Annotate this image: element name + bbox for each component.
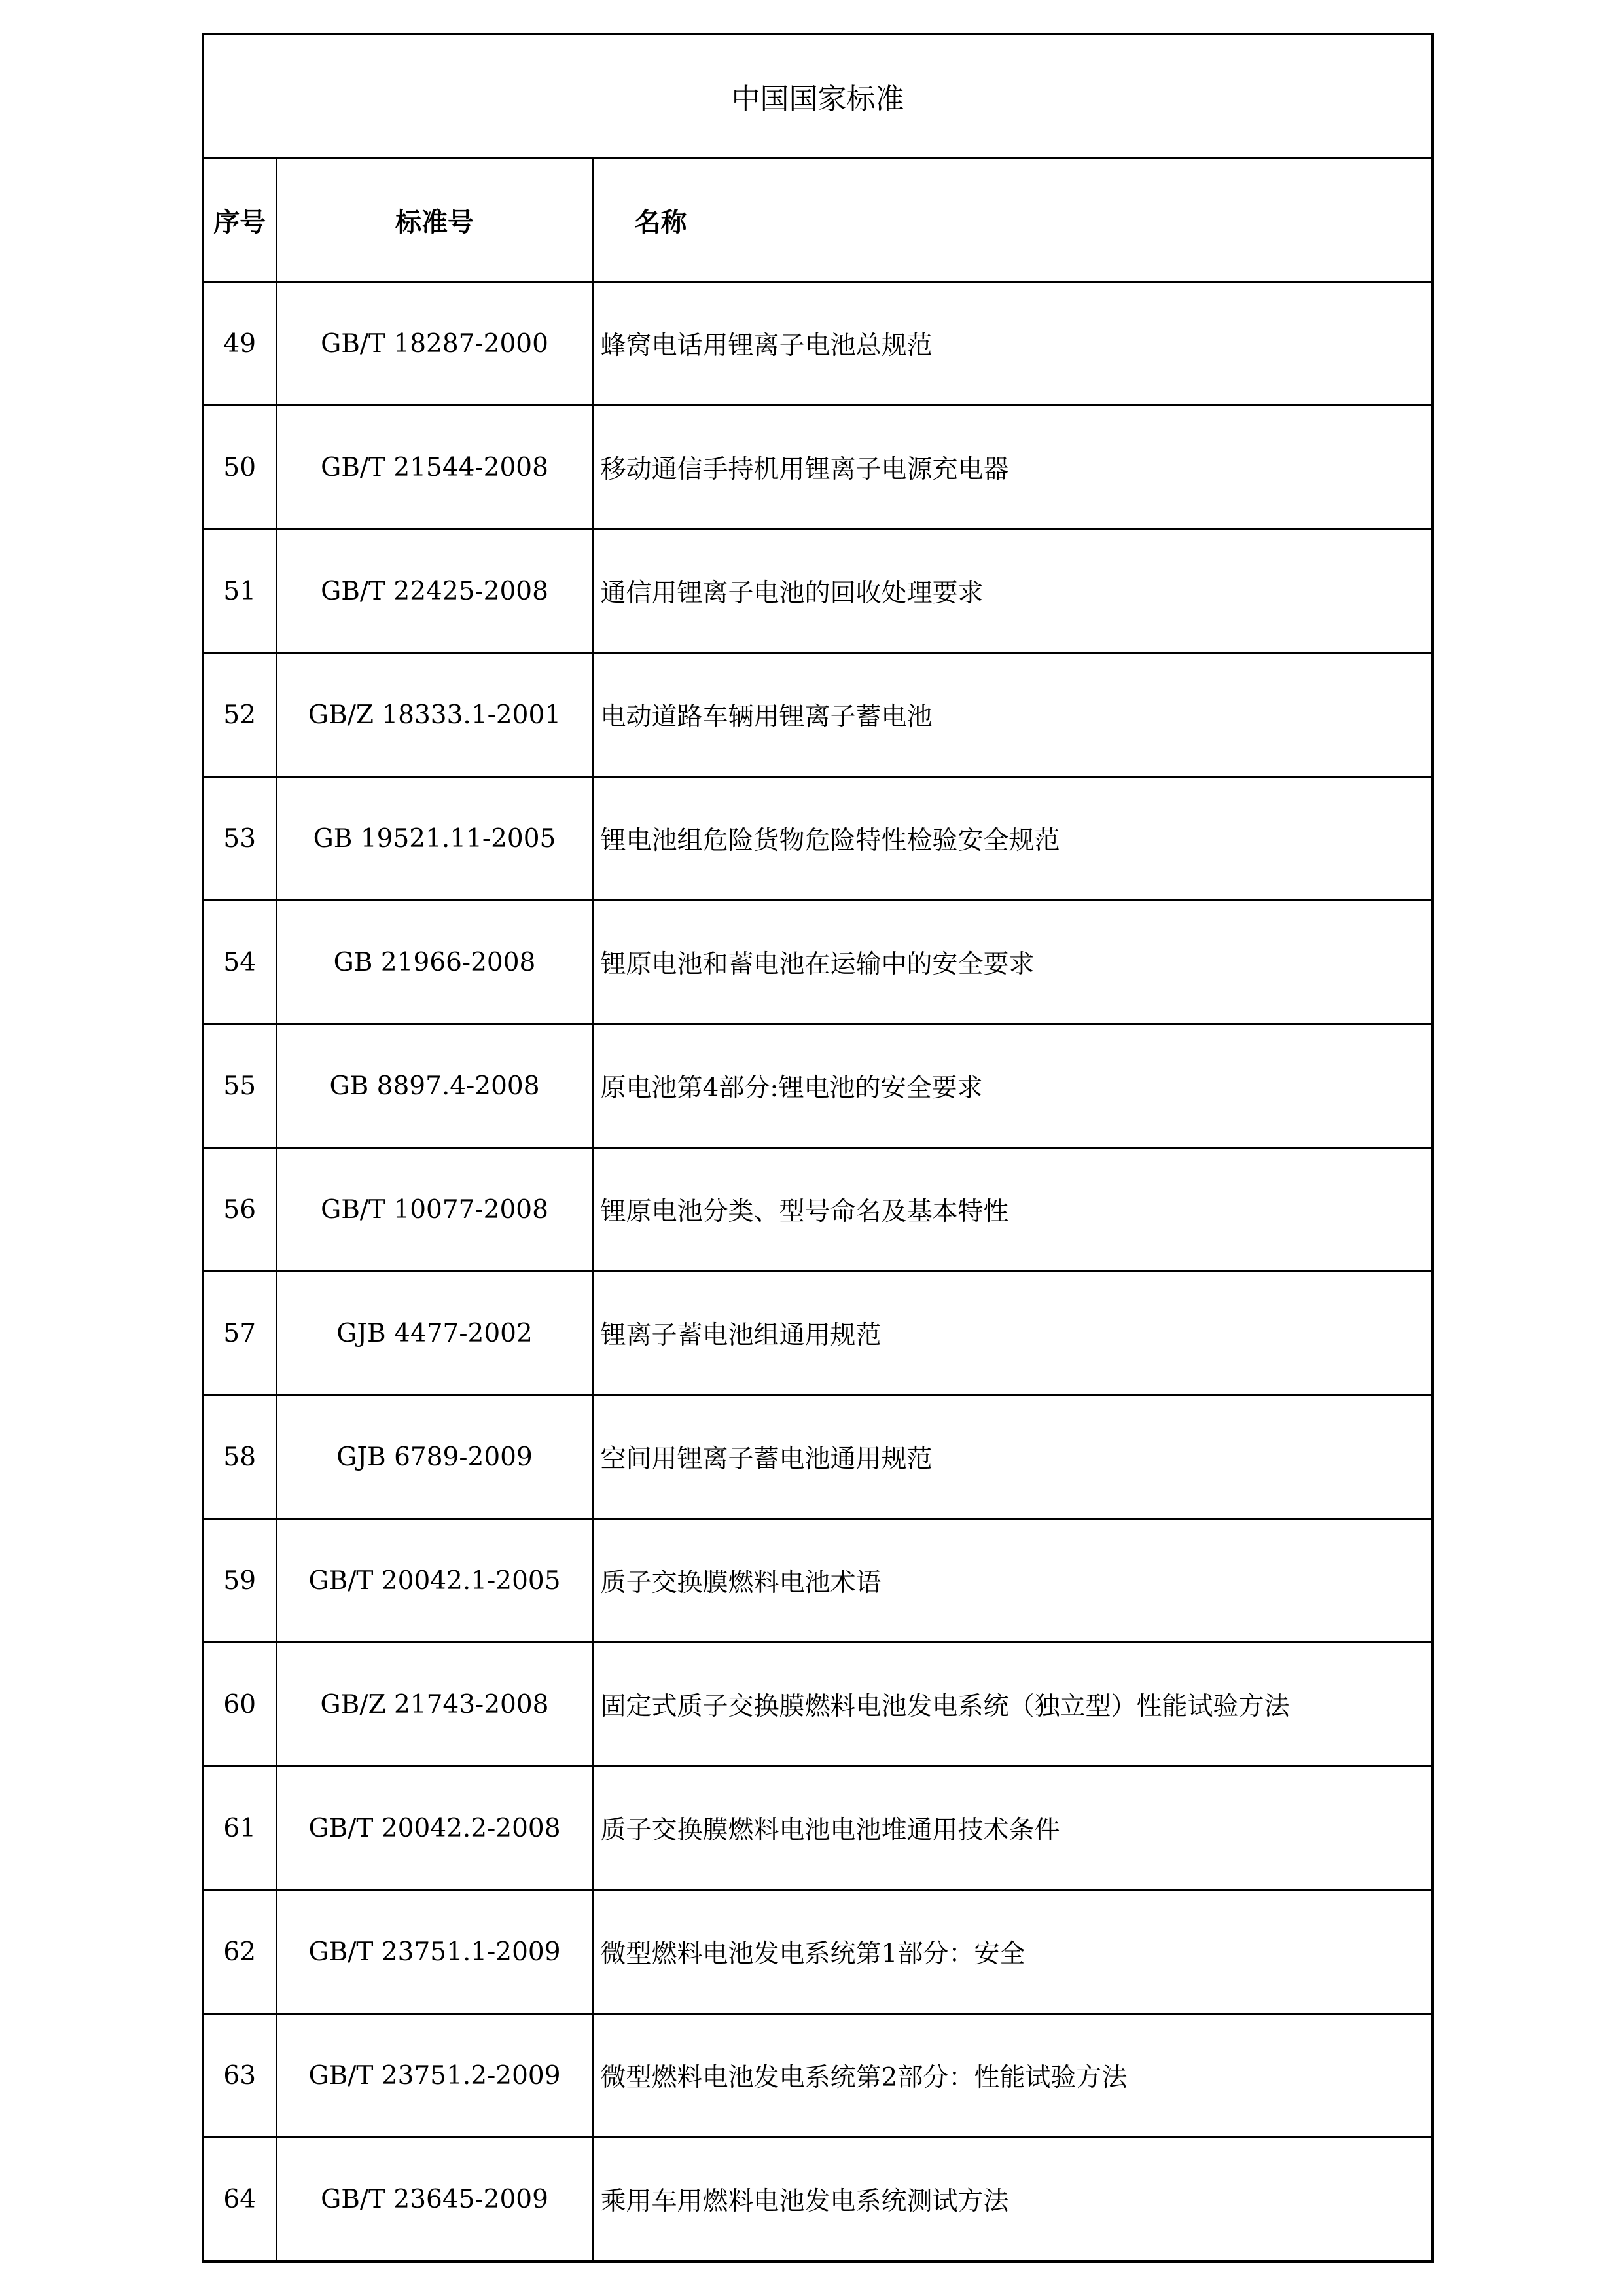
standard-no-cell: GB 21966-2008 (276, 901, 593, 1024)
table-row (203, 2014, 1433, 2138)
row-number-cell: 57 (203, 1272, 276, 1395)
table-title: 中国国家标准 (203, 34, 1433, 158)
standard-name-cell: 质子交换膜燃料电池术语 (593, 1519, 1433, 1643)
standards-table (202, 33, 1434, 2263)
standard-no-cell: GB/T 23751.1-2009 (276, 1890, 593, 2014)
standard-name-cell: 锂原电池分类、型号命名及基本特性 (593, 1148, 1433, 1272)
standard-name-cell: 微型燃料电池发电系统第2部分：性能试验方法 (593, 2014, 1433, 2138)
table-row (203, 1272, 1433, 1395)
table-row (203, 1890, 1433, 2014)
standard-name-cell: 移动通信手持机用锂离子电源充电器 (593, 406, 1433, 529)
standard-name-cell: 锂电池组危险货物危险特性检验安全规范 (593, 777, 1433, 901)
standard-no-cell: GB/Z 21743-2008 (276, 1643, 593, 1767)
standard-no-cell: GB/T 18287-2000 (276, 282, 593, 406)
row-number-cell: 58 (203, 1395, 276, 1519)
table-row (203, 282, 1433, 406)
row-number-cell: 60 (203, 1643, 276, 1767)
row-number-cell: 54 (203, 901, 276, 1024)
standard-no-cell: GB/T 20042.1-2005 (276, 1519, 593, 1643)
table-row (203, 1519, 1433, 1643)
row-number-cell: 59 (203, 1519, 276, 1643)
table-row (203, 901, 1433, 1024)
table-row (203, 777, 1433, 901)
row-number-cell: 49 (203, 282, 276, 406)
standard-no-cell: GJB 6789-2009 (276, 1395, 593, 1519)
table-row (203, 1767, 1433, 1890)
table-body (203, 34, 1433, 2261)
row-number-cell: 53 (203, 777, 276, 901)
standard-name-cell: 电动道路车辆用锂离子蓄电池 (593, 653, 1433, 777)
standard-no-cell: GB/T 23645-2009 (276, 2138, 593, 2262)
standard-name-cell: 锂离子蓄电池组通用规范 (593, 1272, 1433, 1395)
standard-no-cell: GB/Z 18333.1-2001 (276, 653, 593, 777)
row-number-cell: 61 (203, 1767, 276, 1890)
standard-no-cell: GB/T 10077-2008 (276, 1148, 593, 1272)
standard-name-cell: 锂原电池和蓄电池在运输中的安全要求 (593, 901, 1433, 1024)
standard-no-cell: GB/T 22425-2008 (276, 529, 593, 653)
standard-no-cell: GB/T 23751.2-2009 (276, 2014, 593, 2138)
standard-name-cell: 乘用车用燃料电池发电系统测试方法 (593, 2138, 1433, 2262)
table-row (203, 1024, 1433, 1148)
row-number-cell: 63 (203, 2014, 276, 2138)
title-row (203, 34, 1433, 158)
header-num: 序号 (203, 158, 276, 282)
standard-name-cell: 固定式质子交换膜燃料电池发电系统（独立型）性能试验方法 (593, 1643, 1433, 1767)
standard-no-cell: GB 19521.11-2005 (276, 777, 593, 901)
standard-no-cell: GJB 4477-2002 (276, 1272, 593, 1395)
standard-name-cell: 蜂窝电话用锂离子电池总规范 (593, 282, 1433, 406)
standard-name-cell: 通信用锂离子电池的回收处理要求 (593, 529, 1433, 653)
row-number-cell: 55 (203, 1024, 276, 1148)
header-standard-no: 标准号 (276, 158, 593, 282)
row-number-cell: 64 (203, 2138, 276, 2262)
row-number-cell: 50 (203, 406, 276, 529)
table-row (203, 653, 1433, 777)
table-row (203, 2138, 1433, 2262)
row-number-cell: 56 (203, 1148, 276, 1272)
row-number-cell: 52 (203, 653, 276, 777)
standard-no-cell: GB/T 21544-2008 (276, 406, 593, 529)
table-row (203, 1643, 1433, 1767)
table-row (203, 1148, 1433, 1272)
header-name: 名称 (593, 158, 1433, 282)
header-row (203, 158, 1433, 282)
standard-name-cell: 质子交换膜燃料电池电池堆通用技术条件 (593, 1767, 1433, 1890)
row-number-cell: 62 (203, 1890, 276, 2014)
standard-no-cell: GB/T 20042.2-2008 (276, 1767, 593, 1890)
standard-name-cell: 原电池第4部分:锂电池的安全要求 (593, 1024, 1433, 1148)
row-number-cell: 51 (203, 529, 276, 653)
table-row (203, 1395, 1433, 1519)
standard-no-cell: GB 8897.4-2008 (276, 1024, 593, 1148)
table-row (203, 406, 1433, 529)
standard-name-cell: 空间用锂离子蓄电池通用规范 (593, 1395, 1433, 1519)
table-row (203, 529, 1433, 653)
standard-name-cell: 微型燃料电池发电系统第1部分：安全 (593, 1890, 1433, 2014)
